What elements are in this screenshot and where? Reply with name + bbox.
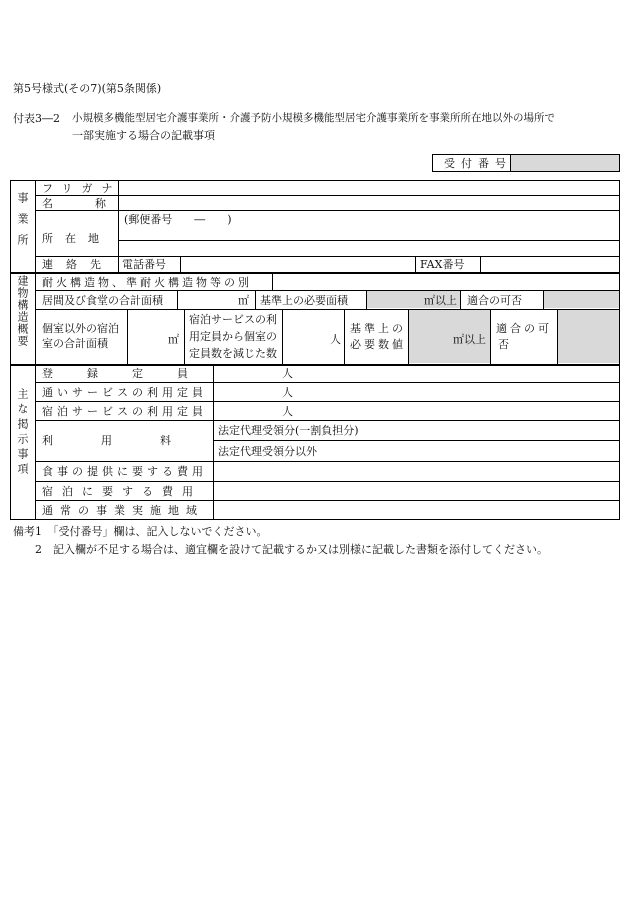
common-area-label: 居間及び食堂の合計面積 — [42, 294, 163, 307]
fee-label: 利用料 — [42, 434, 219, 447]
main-section-label: 主な掲示事項 — [16, 388, 29, 478]
area-label: 通常の事業実施地域 — [42, 504, 204, 517]
contact-label: 連絡先 — [42, 258, 114, 271]
compliance-label: 適合の可否 — [467, 294, 522, 307]
compliance-2-label-1: 適合の可 — [496, 322, 552, 335]
phone-label: 電話番号 — [122, 258, 166, 271]
stay-users-label: 宿泊サービスの利用定員 — [42, 405, 207, 418]
stay-label-1: 宿泊サービスの利 — [189, 313, 277, 326]
compliance-2-field — [558, 310, 619, 363]
fireproof-field[interactable] — [273, 274, 619, 289]
note-2: 2 記入欄が不足する場合は、適宜欄を設けて記載するか又は別様に記載した書類を添付してください。 — [35, 543, 548, 556]
fireproof-label: 耐火構造物、準耐火構造物等の別 — [42, 276, 252, 289]
required-area-label: 基準上の必要面積 — [260, 294, 348, 307]
day-users-label: 通いサービスの利用定員 — [42, 386, 207, 399]
common-area-unit: ㎡ — [238, 294, 249, 307]
receipt-number-field[interactable] — [511, 155, 619, 171]
phone-field[interactable] — [181, 257, 414, 271]
compliance-2-label-2: 否 — [498, 338, 509, 351]
private-room-label-2: 室の合計面積 — [42, 337, 108, 350]
day-users-unit: 人 — [282, 386, 293, 399]
stay-users-unit: 人 — [282, 405, 293, 418]
required-num-unit: ㎡以上 — [453, 333, 486, 346]
business-section-label: 事業所 — [16, 192, 29, 255]
fee-proxy-label: 法定代理受領分(一割負担分) — [218, 424, 359, 437]
private-room-label-1: 個室以外の宿泊 — [42, 322, 119, 335]
lodging-label: 宿泊に要する費用 — [42, 485, 202, 498]
registration-unit: 人 — [282, 367, 293, 380]
required-num-label-1: 基準上の — [350, 322, 406, 335]
postal-code: (郵便番号 ― ) — [124, 213, 232, 226]
fax-field[interactable] — [481, 257, 619, 271]
stay-label-2: 用定員から個室の — [189, 330, 277, 343]
form-id: 第5号様式(その7)(第5条関係) — [13, 82, 162, 95]
furigana-label: フリガナ — [42, 182, 122, 195]
note-1: 備考1 「受付番号」欄は、記入しないでください。 — [13, 525, 268, 538]
title-line-1: 小規模多機能型居宅介護事業所・介護予防小規模多機能型居宅介護事業所を事業所所在地以外の場所で — [72, 112, 555, 124]
compliance-field — [544, 291, 619, 308]
furigana-field[interactable] — [119, 181, 619, 194]
stay-unit: 人 — [330, 333, 341, 346]
required-num-label-2: 必要数値 — [350, 338, 406, 351]
building-section-label: 建物構造概要 — [16, 275, 29, 347]
private-room-unit: ㎡ — [168, 333, 179, 346]
fax-label: FAX番号 — [420, 258, 465, 271]
name-field[interactable] — [119, 196, 619, 209]
address-label: 所在地 — [42, 232, 111, 245]
title-number: 付表3―2 — [13, 112, 60, 125]
name-label: 名称 — [42, 197, 148, 210]
registration-label: 登録定員 — [42, 367, 222, 380]
title-line-2: 一部実施する場合の記載事項 — [72, 129, 215, 142]
required-area-unit: ㎡以上 — [424, 294, 457, 307]
meal-label: 食事の提供に要する費用 — [42, 465, 207, 478]
address-field[interactable] — [119, 226, 619, 239]
fee-other-label: 法定代理受領分以外 — [218, 445, 317, 458]
receipt-number-label: 受付番号 — [444, 157, 512, 170]
stay-label-3: 定員数を減じた数 — [189, 347, 277, 360]
